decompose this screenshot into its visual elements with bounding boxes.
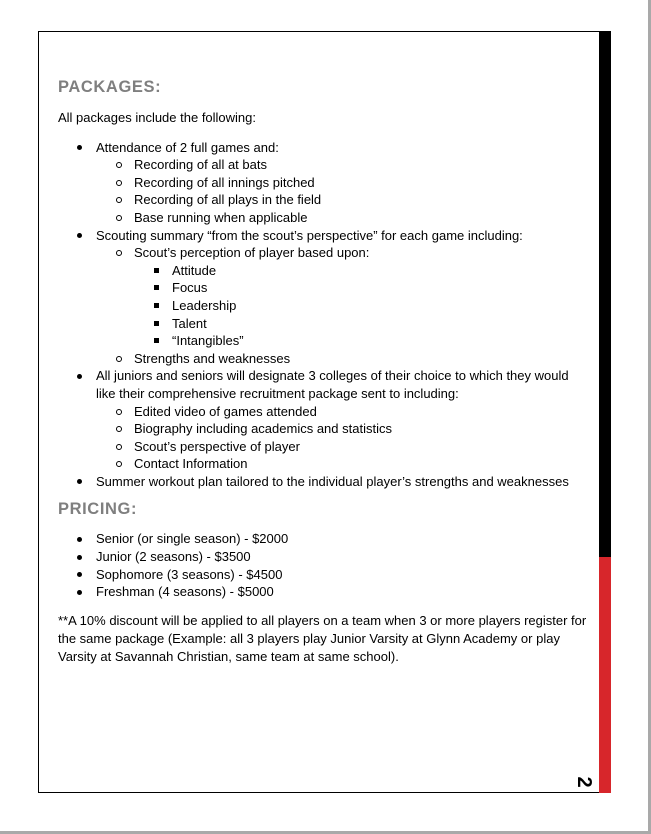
list-item-text: All juniors and seniors will designate 3 colleges of their choice to which they would like their comprehensive recruitment package sent to including: — [96, 368, 569, 401]
sub-list-item: Edited video of games attended — [96, 403, 588, 421]
side-bar-black — [599, 31, 611, 557]
sub-list-item: Recording of all at bats — [96, 156, 588, 174]
sub-sub-list-item: Focus — [134, 279, 588, 297]
sub-list-item: Recording of all plays in the field — [96, 191, 588, 209]
sub-sub-list — [134, 262, 588, 350]
list-item — [58, 227, 588, 368]
page-content — [58, 76, 588, 666]
sub-list-item: Strengths and weaknesses — [96, 350, 588, 368]
sub-list-item — [96, 244, 588, 350]
pricing-item: Senior (or single season) - $2000 — [58, 530, 588, 548]
list-item — [58, 139, 588, 227]
list-item — [58, 367, 588, 473]
list-item-text: Scouting summary “from the scout’s perspective” for each game including: — [96, 227, 523, 243]
pricing-heading: PRICING: — [58, 500, 138, 519]
sub-sub-list-item: “Intangibles” — [134, 332, 588, 350]
sub-list — [96, 403, 588, 473]
pricing-item: Junior (2 seasons) - $3500 — [58, 548, 588, 566]
sub-list-item: Scout’s perspective of player — [96, 438, 588, 456]
side-bar-red — [599, 557, 611, 793]
sub-list-item: Contact Information — [96, 455, 588, 473]
sub-sub-list-item: Attitude — [134, 262, 588, 280]
page-number: 2 — [573, 776, 596, 788]
sub-sub-list-item: Leadership — [134, 297, 588, 315]
discount-note: **A 10% discount will be applied to all players on a team when 3 or more players register for the same package (Example: all 3 players play Junior Varsity at Glynn Academy or play Varsity at Savannah Christian, same team at same school). — [58, 612, 587, 664]
sub-list-item-text: Scout’s perception of player based upon: — [134, 245, 370, 261]
packages-intro: All packages include the following: — [58, 110, 257, 125]
packages-heading: PACKAGES: — [58, 78, 162, 96]
sub-list — [96, 156, 588, 226]
pricing-item: Freshman (4 seasons) - $5000 — [58, 583, 588, 601]
list-item — [58, 473, 588, 491]
pricing-item: Sophomore (3 seasons) - $4500 — [58, 566, 588, 584]
list-item-text: Summer workout plan tailored to the individual player’s strengths and weaknesses — [96, 473, 569, 489]
sub-list — [96, 244, 588, 367]
sub-list-item: Base running when applicable — [96, 209, 588, 227]
list-item-text: Attendance of 2 full games and: — [96, 139, 279, 155]
packages-list — [58, 139, 588, 491]
pricing-list — [58, 530, 588, 600]
sub-list-item: Recording of all innings pitched — [96, 174, 588, 192]
sub-sub-list-item: Talent — [134, 315, 588, 333]
sub-list-item: Biography including academics and statistics — [96, 420, 588, 438]
